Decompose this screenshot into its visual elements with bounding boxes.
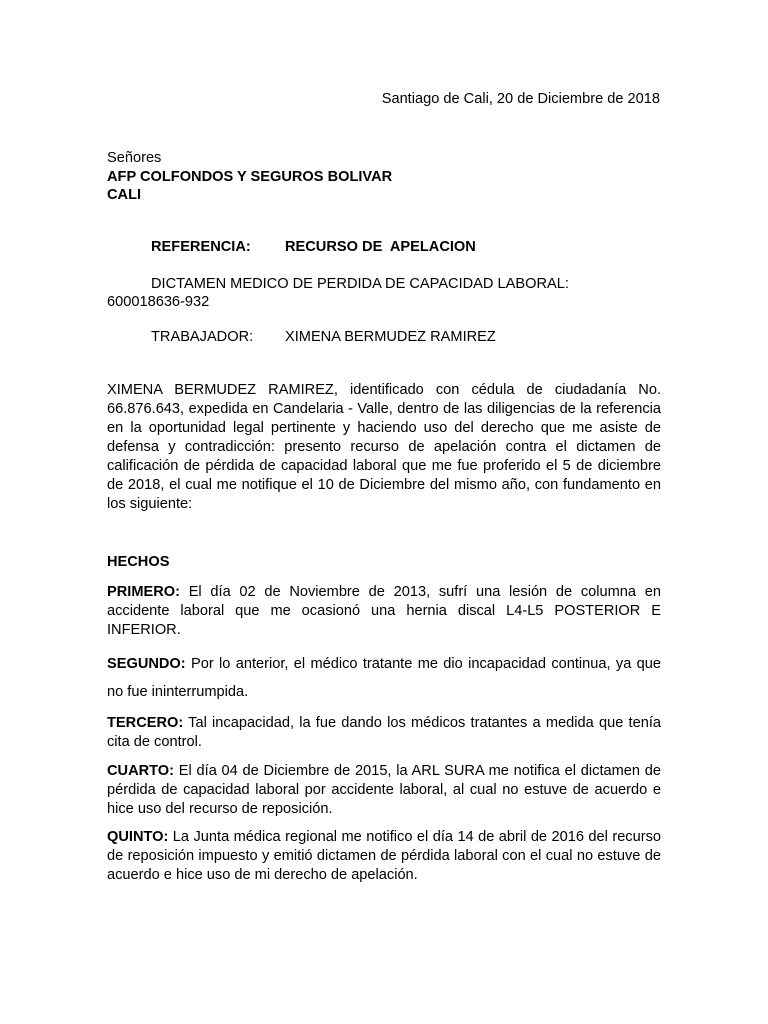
fact-paragraph [107,583,661,640]
recipient-city: CALI [107,187,142,203]
fact-label: TERCERO: [107,715,184,731]
recipient-name: AFP COLFONDOS Y SEGUROS BOLIVAR [107,169,393,185]
fact-text: La Junta médica regional me notifico el día 14 de abril de 2016 del recurso de reposición impuesto y emitió dictamen de pérdida laboral con el cual no estuve de acuerdo e hice uso de mi derecho de apelación. [107,829,661,883]
salutation: Señores [107,150,162,166]
worker-value: XIMENA BERMUDEZ RAMIREZ [285,329,496,345]
dictamen-block [107,275,587,311]
worker-line [151,329,496,345]
recipient-block [107,168,392,204]
fact-label: CUARTO: [107,763,175,779]
fact-label: SEGUNDO: [107,656,186,672]
reference-line [151,239,476,255]
reference-value: RECURSO DE APELACION [285,239,476,255]
dictamen-text: DICTAMEN MEDICO DE PERDIDA DE CAPACIDAD LABORAL: [151,276,569,292]
intro-paragraph [107,381,661,514]
fact-text: Tal incapacidad, la fue dando los médicos tratantes a medida que tenía cita de control. [107,715,661,750]
dictamen-number: 600018636-932 [107,294,210,310]
intro-text: identificado con cédula de ciudadanía No. 66.876.643, expedida en Candelaria - Valle, dentro de las diligencias de la referencia en la oportunidad legal pertinente y haciendo uso del derecho que me asiste de defensa y contradicción: presento recurso de apelación contra el dictamen de calificación de pérdida de capacidad laboral que me fue proferido el 5 de diciembre de 2018, el cual me notifique el 10 de Diciembre del mismo año, con fundamento en los siguiente: [107,382,662,512]
intro-name: XIMENA BERMUDEZ RAMIREZ, [107,382,338,398]
fact-paragraph [107,762,661,819]
fact-text: Por lo anterior, el médico tratante me dio incapacidad continua, ya que no fue ininterrumpida. [107,656,661,700]
fact-label: QUINTO: [107,829,169,845]
fact-label: PRIMERO: [107,584,180,600]
fact-paragraph [107,828,661,885]
fact-paragraph [107,714,661,752]
fact-text: El día 02 de Noviembre de 2013, sufrí una lesión de columna en accidente laboral que me ocasionó una hernia discal L4-L5 POSTERIOR E INFERIOR. [107,584,661,638]
worker-label: TRABAJADOR: [151,329,254,345]
fact-paragraph [107,650,661,706]
reference-label: REFERENCIA: [151,239,251,255]
letter-date: Santiago de Cali, 20 de Diciembre de 2018 [381,91,660,107]
fact-text: El día 04 de Diciembre de 2015, la ARL SURA me notifica el dictamen de pérdida de capacidad laboral por accidente laboral, al cual no estuve de acuerdo e hice uso del recurso de reposición. [107,763,661,817]
facts-heading: HECHOS [107,554,170,570]
